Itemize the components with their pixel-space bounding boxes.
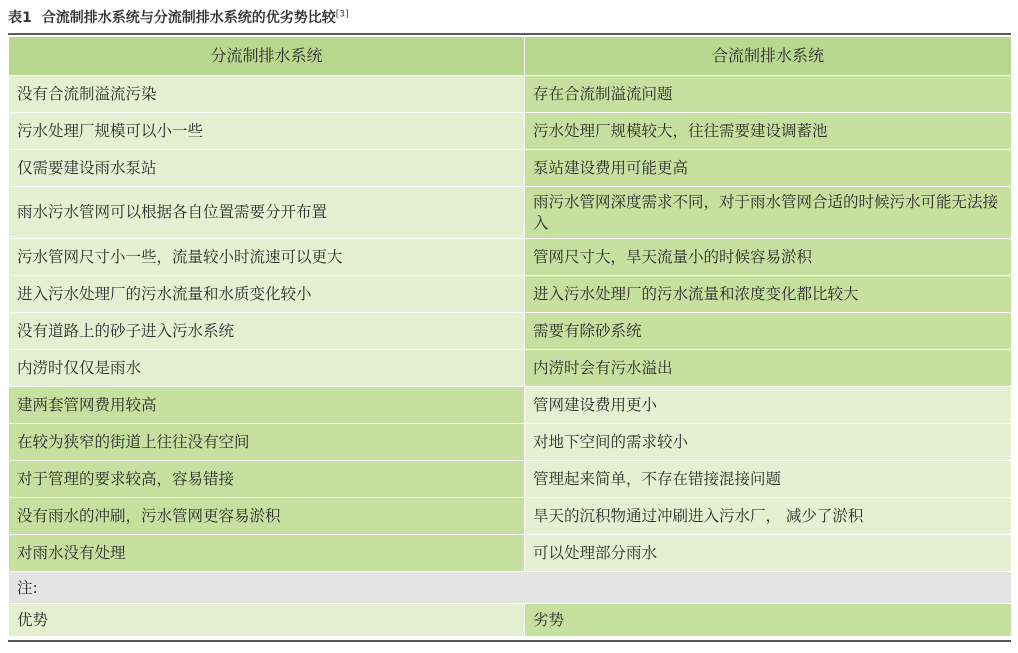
note-row xyxy=(9,572,1012,604)
combined-system-cell: 雨污水管网深度需求不同，对于雨水管网合适的时候污水可能无法接入 xyxy=(525,187,1012,239)
table-row xyxy=(9,113,1012,150)
table-row xyxy=(9,239,1012,276)
comparison-table xyxy=(8,36,1012,637)
separate-system-cell: 对于管理的要求较高，容易错接 xyxy=(9,461,525,498)
table-top-rule xyxy=(8,33,1011,35)
table-row xyxy=(9,387,1012,424)
table-row xyxy=(9,76,1012,113)
note-label: 注: xyxy=(9,572,1012,604)
separate-system-cell: 建两套管网费用较高 xyxy=(9,387,525,424)
combined-system-cell: 内涝时会有污水溢出 xyxy=(525,350,1012,387)
combined-system-cell: 管网建设费用更小 xyxy=(525,387,1012,424)
table-row xyxy=(9,535,1012,572)
table-row xyxy=(9,150,1012,187)
combined-system-cell: 污水处理厂规模较大，往往需要建设调蓄池 xyxy=(525,113,1012,150)
legend-advantage: 优势 xyxy=(9,604,525,637)
combined-system-cell: 可以处理部分雨水 xyxy=(525,535,1012,572)
table-row xyxy=(9,313,1012,350)
separate-system-cell: 雨水污水管网可以根据各自位置需要分开布置 xyxy=(9,187,525,239)
separate-system-cell: 没有道路上的砂子进入污水系统 xyxy=(9,313,525,350)
combined-system-cell: 进入污水处理厂的污水流量和浓度变化都比较大 xyxy=(525,276,1012,313)
separate-system-cell: 对雨水没有处理 xyxy=(9,535,525,572)
combined-system-cell: 需要有除砂系统 xyxy=(525,313,1012,350)
table-row xyxy=(9,461,1012,498)
header-combined-system: 合流制排水系统 xyxy=(525,37,1012,76)
combined-system-cell: 泵站建设费用可能更高 xyxy=(525,150,1012,187)
separate-system-cell: 污水管网尺寸小一些，流量较小时流速可以更大 xyxy=(9,239,525,276)
combined-system-cell: 管网尺寸大，旱天流量小的时候容易淤积 xyxy=(525,239,1012,276)
separate-system-cell: 进入污水处理厂的污水流量和水质变化较小 xyxy=(9,276,525,313)
table-row xyxy=(9,424,1012,461)
combined-system-cell: 管理起来简单，不存在错接混接问题 xyxy=(525,461,1012,498)
table-number: 表1 xyxy=(8,10,32,26)
separate-system-cell: 内涝时仅仅是雨水 xyxy=(9,350,525,387)
legend-disadvantage: 劣势 xyxy=(525,604,1012,637)
combined-system-cell: 存在合流制溢流问题 xyxy=(525,76,1012,113)
table-row xyxy=(9,187,1012,239)
table-row xyxy=(9,350,1012,387)
combined-system-cell: 旱天的沉积物通过冲刷进入污水厂， 减少了淤积 xyxy=(525,498,1012,535)
table-row xyxy=(9,276,1012,313)
table-row xyxy=(9,498,1012,535)
separate-system-cell: 仅需要建设雨水泵站 xyxy=(9,150,525,187)
separate-system-cell: 没有雨水的冲刷，污水管网更容易淤积 xyxy=(9,498,525,535)
table-bottom-rule xyxy=(8,640,1011,642)
combined-system-cell: 对地下空间的需求较小 xyxy=(525,424,1012,461)
table-title: 合流制排水系统与分流制排水系统的优劣势比较 xyxy=(41,10,336,26)
header-row xyxy=(9,37,1012,76)
legend-row xyxy=(9,604,1012,637)
table-caption xyxy=(8,5,349,31)
separate-system-cell: 没有合流制溢流污染 xyxy=(9,76,525,113)
header-separate-system: 分流制排水系统 xyxy=(9,37,525,76)
separate-system-cell: 在较为狭窄的街道上往往没有空间 xyxy=(9,424,525,461)
separate-system-cell: 污水处理厂规模可以小一些 xyxy=(9,113,525,150)
reference-mark: [3] xyxy=(335,9,349,20)
